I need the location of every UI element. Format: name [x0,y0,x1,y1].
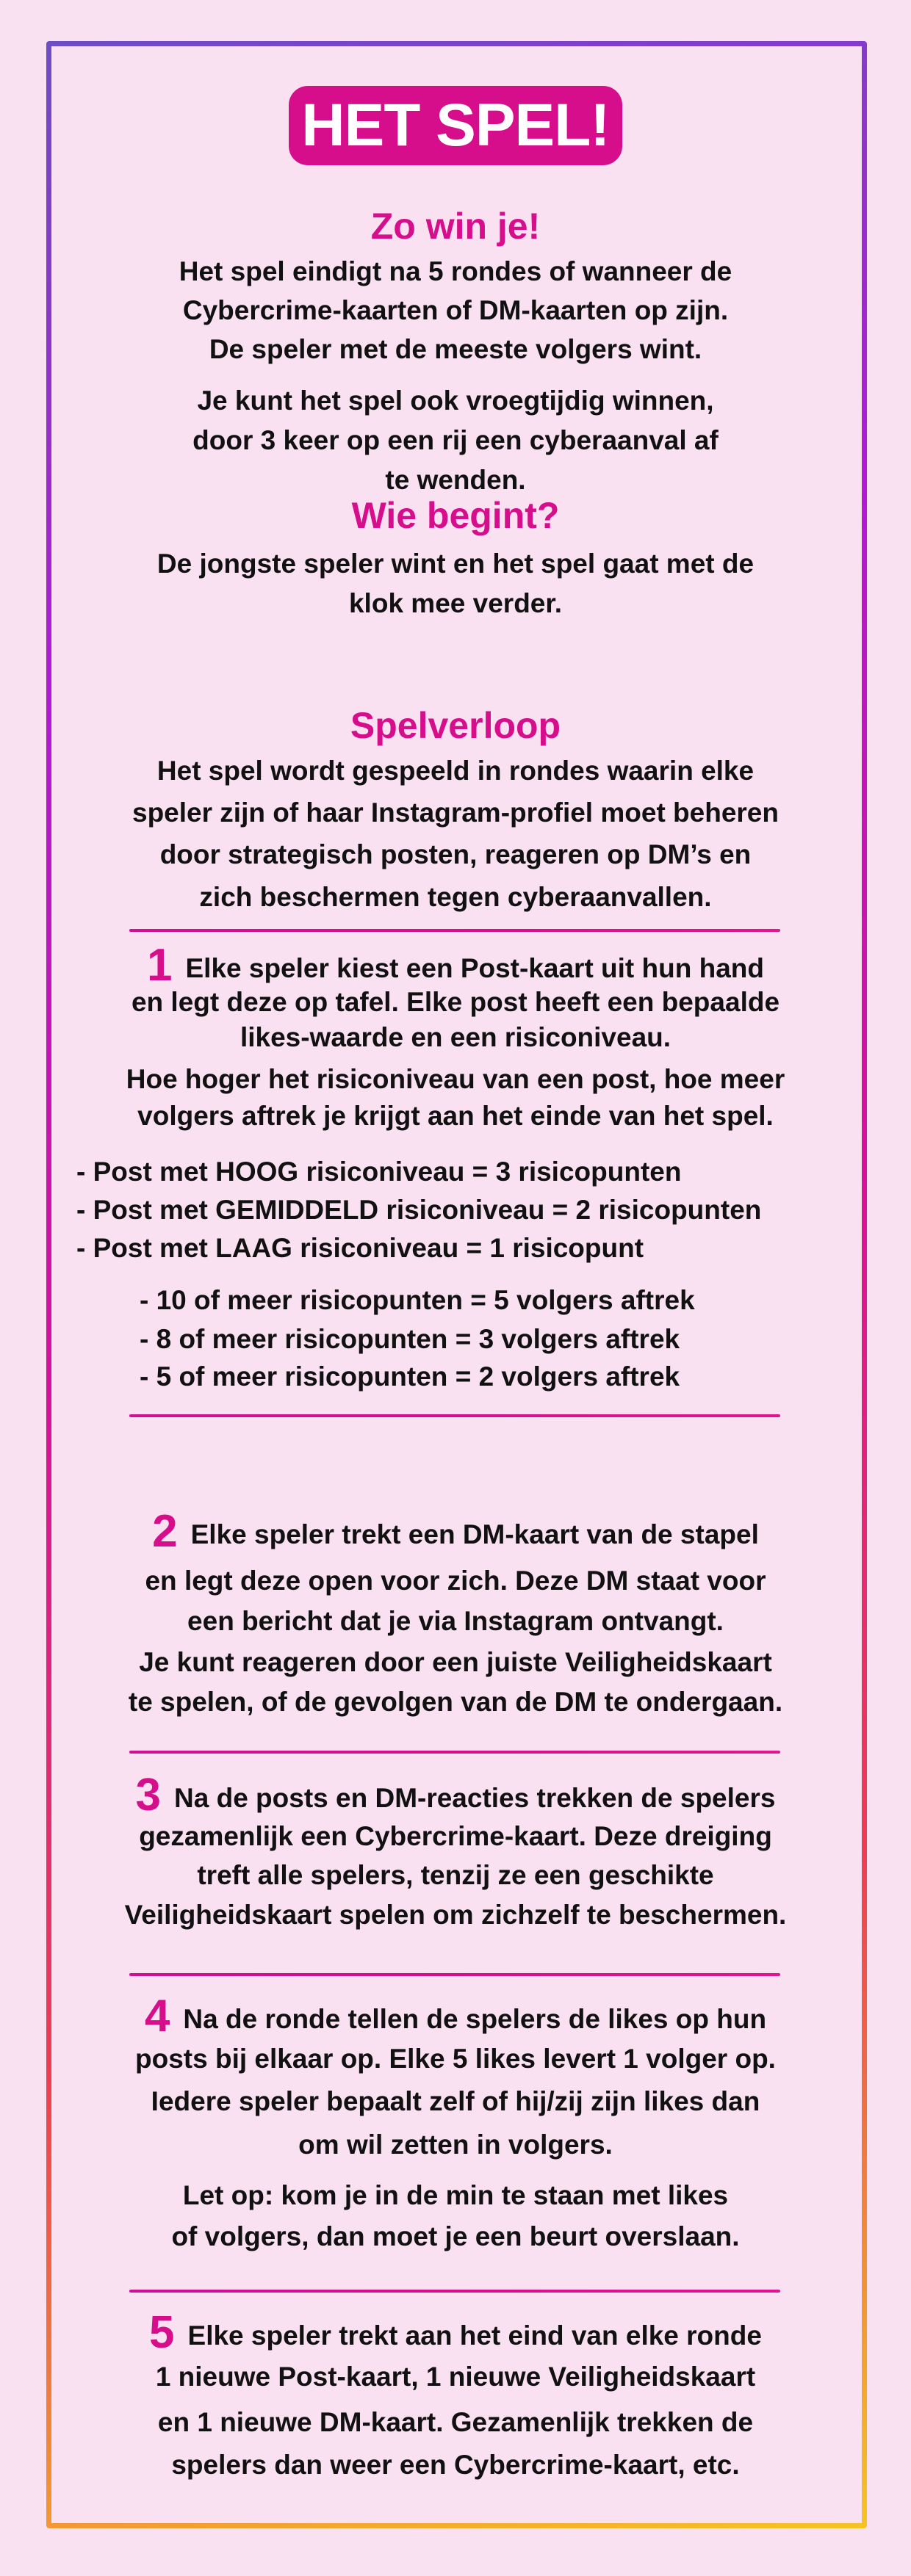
step-line: Na de posts en DM-reacties trekken de spelers [174,1783,776,1813]
step-line: Elke speler trekt een DM-kaart van de stapel [190,1519,759,1549]
divider [129,1973,780,1976]
risk-level-item: - Post met LAAG risiconiveau = 1 risicopunt [76,1233,644,1263]
step-3-text: Veiligheidskaart spelen om zichzelf te beschermen. [124,1900,787,1930]
step-3-text [51,1770,860,1820]
step-4-text: om wil zetten in volgers. [298,2130,613,2160]
step-5-text: en 1 nieuwe DM-kaart. Gezamenlijk trekken de [157,2407,754,2437]
step-2-text: een bericht dat je via Instagram ontvangt. [187,1606,724,1636]
step-2-text: en legt deze open voor zich. Deze DM staat voor [145,1566,766,1596]
step-number: 5 [149,2307,175,2358]
divider [129,1414,780,1417]
step-1-text: likes-waarde en een risiconiveau. [240,1022,671,1052]
section-heading-start: Wie begint? [351,495,560,536]
step-number: 2 [152,1506,178,1557]
step-number: 3 [135,1770,162,1820]
flow-text: door strategisch posten, reageren op DM’s en [159,839,752,869]
page-title: HET SPEL! [289,86,622,165]
step-number: 4 [144,1991,170,2041]
step-3-text: treft alle spelers, tenzij ze een geschikte [197,1860,714,1890]
penalty-item: - 5 of meer risicopunten = 2 volgers aftrek [140,1361,680,1392]
step-line: Elke speler trekt aan het eind van elke ronde [187,2320,762,2351]
win-bold-text: te wenden. [385,465,526,495]
win-bold-text: door 3 keer op een rij een cyberaanval af [192,425,719,455]
step-3-text: gezamenlijk een Cybercrime-kaart. Deze dreiging [139,1821,772,1851]
start-text: De jongste speler wint en het spel gaat met de [156,549,755,579]
step-4-bold-text: Let op: kom je in de min te staan met likes [182,2180,729,2210]
step-1-bold-text: Hoe hoger het risiconiveau van een post, hoe meer [126,1064,785,1094]
step-2-text: Je kunt reageren door een juiste Veiligheidskaart [139,1647,772,1677]
win-text: De speler met de meeste volgers wint. [209,334,702,364]
flow-text: speler zijn of haar Instagram-profiel moet beheren [132,797,779,828]
risk-level-item: - Post met HOOG risiconiveau = 3 risicopunten [76,1157,682,1187]
step-4-text: posts bij elkaar op. Elke 5 likes levert 1 volger op. [135,2044,776,2074]
step-1-text [51,940,860,991]
win-text: Cybercrime-kaarten of DM-kaarten op zijn. [182,295,729,325]
start-text: klok mee verder. [348,588,563,618]
step-5-text [51,2307,860,2358]
win-bold-text: Je kunt het spel ook vroegtijdig winnen, [197,386,714,416]
flow-text: zich beschermen tegen cyberaanvallen. [199,882,712,912]
step-4-text: Iedere speler bepaalt zelf of hij/zij zijn likes dan [151,2086,760,2116]
step-line: Elke speler kiest een Post-kaart uit hun hand [185,953,764,983]
step-2-text [51,1506,860,1557]
penalty-item: - 10 of meer risicopunten = 5 volgers aftrek [140,1285,695,1315]
step-line: Na de ronde tellen de spelers de likes op hun [183,2004,767,2034]
divider [129,2290,780,2293]
step-1-bold-text: volgers aftrek je krijgt aan het einde van het spel. [137,1101,774,1131]
section-heading-win: Zo win je! [370,206,541,247]
step-number: 1 [147,940,173,991]
step-5-text: 1 nieuwe Post-kaart, 1 nieuwe Veiligheidskaart [155,2362,756,2392]
divider [129,929,780,932]
step-4-bold-text: of volgers, dan moet je een beurt overslaan. [171,2221,740,2251]
penalty-item: - 8 of meer risicopunten = 3 volgers aftrek [140,1324,680,1354]
risk-level-item: - Post met GEMIDDELD risiconiveau = 2 risicopunten [76,1195,762,1225]
section-heading-flow: Spelverloop [350,705,561,746]
divider [129,1751,780,1754]
step-2-text: te spelen, of de gevolgen van de DM te ondergaan. [128,1687,783,1717]
step-5-text: spelers dan weer een Cybercrime-kaart, etc. [171,2450,740,2480]
step-4-text [51,1991,860,2041]
flow-text: Het spel wordt gespeeld in rondes waarin elke [156,756,755,786]
win-text: Het spel eindigt na 5 rondes of wanneer de [179,256,732,286]
step-1-text: en legt deze op tafel. Elke post heeft een bepaalde [131,987,780,1017]
